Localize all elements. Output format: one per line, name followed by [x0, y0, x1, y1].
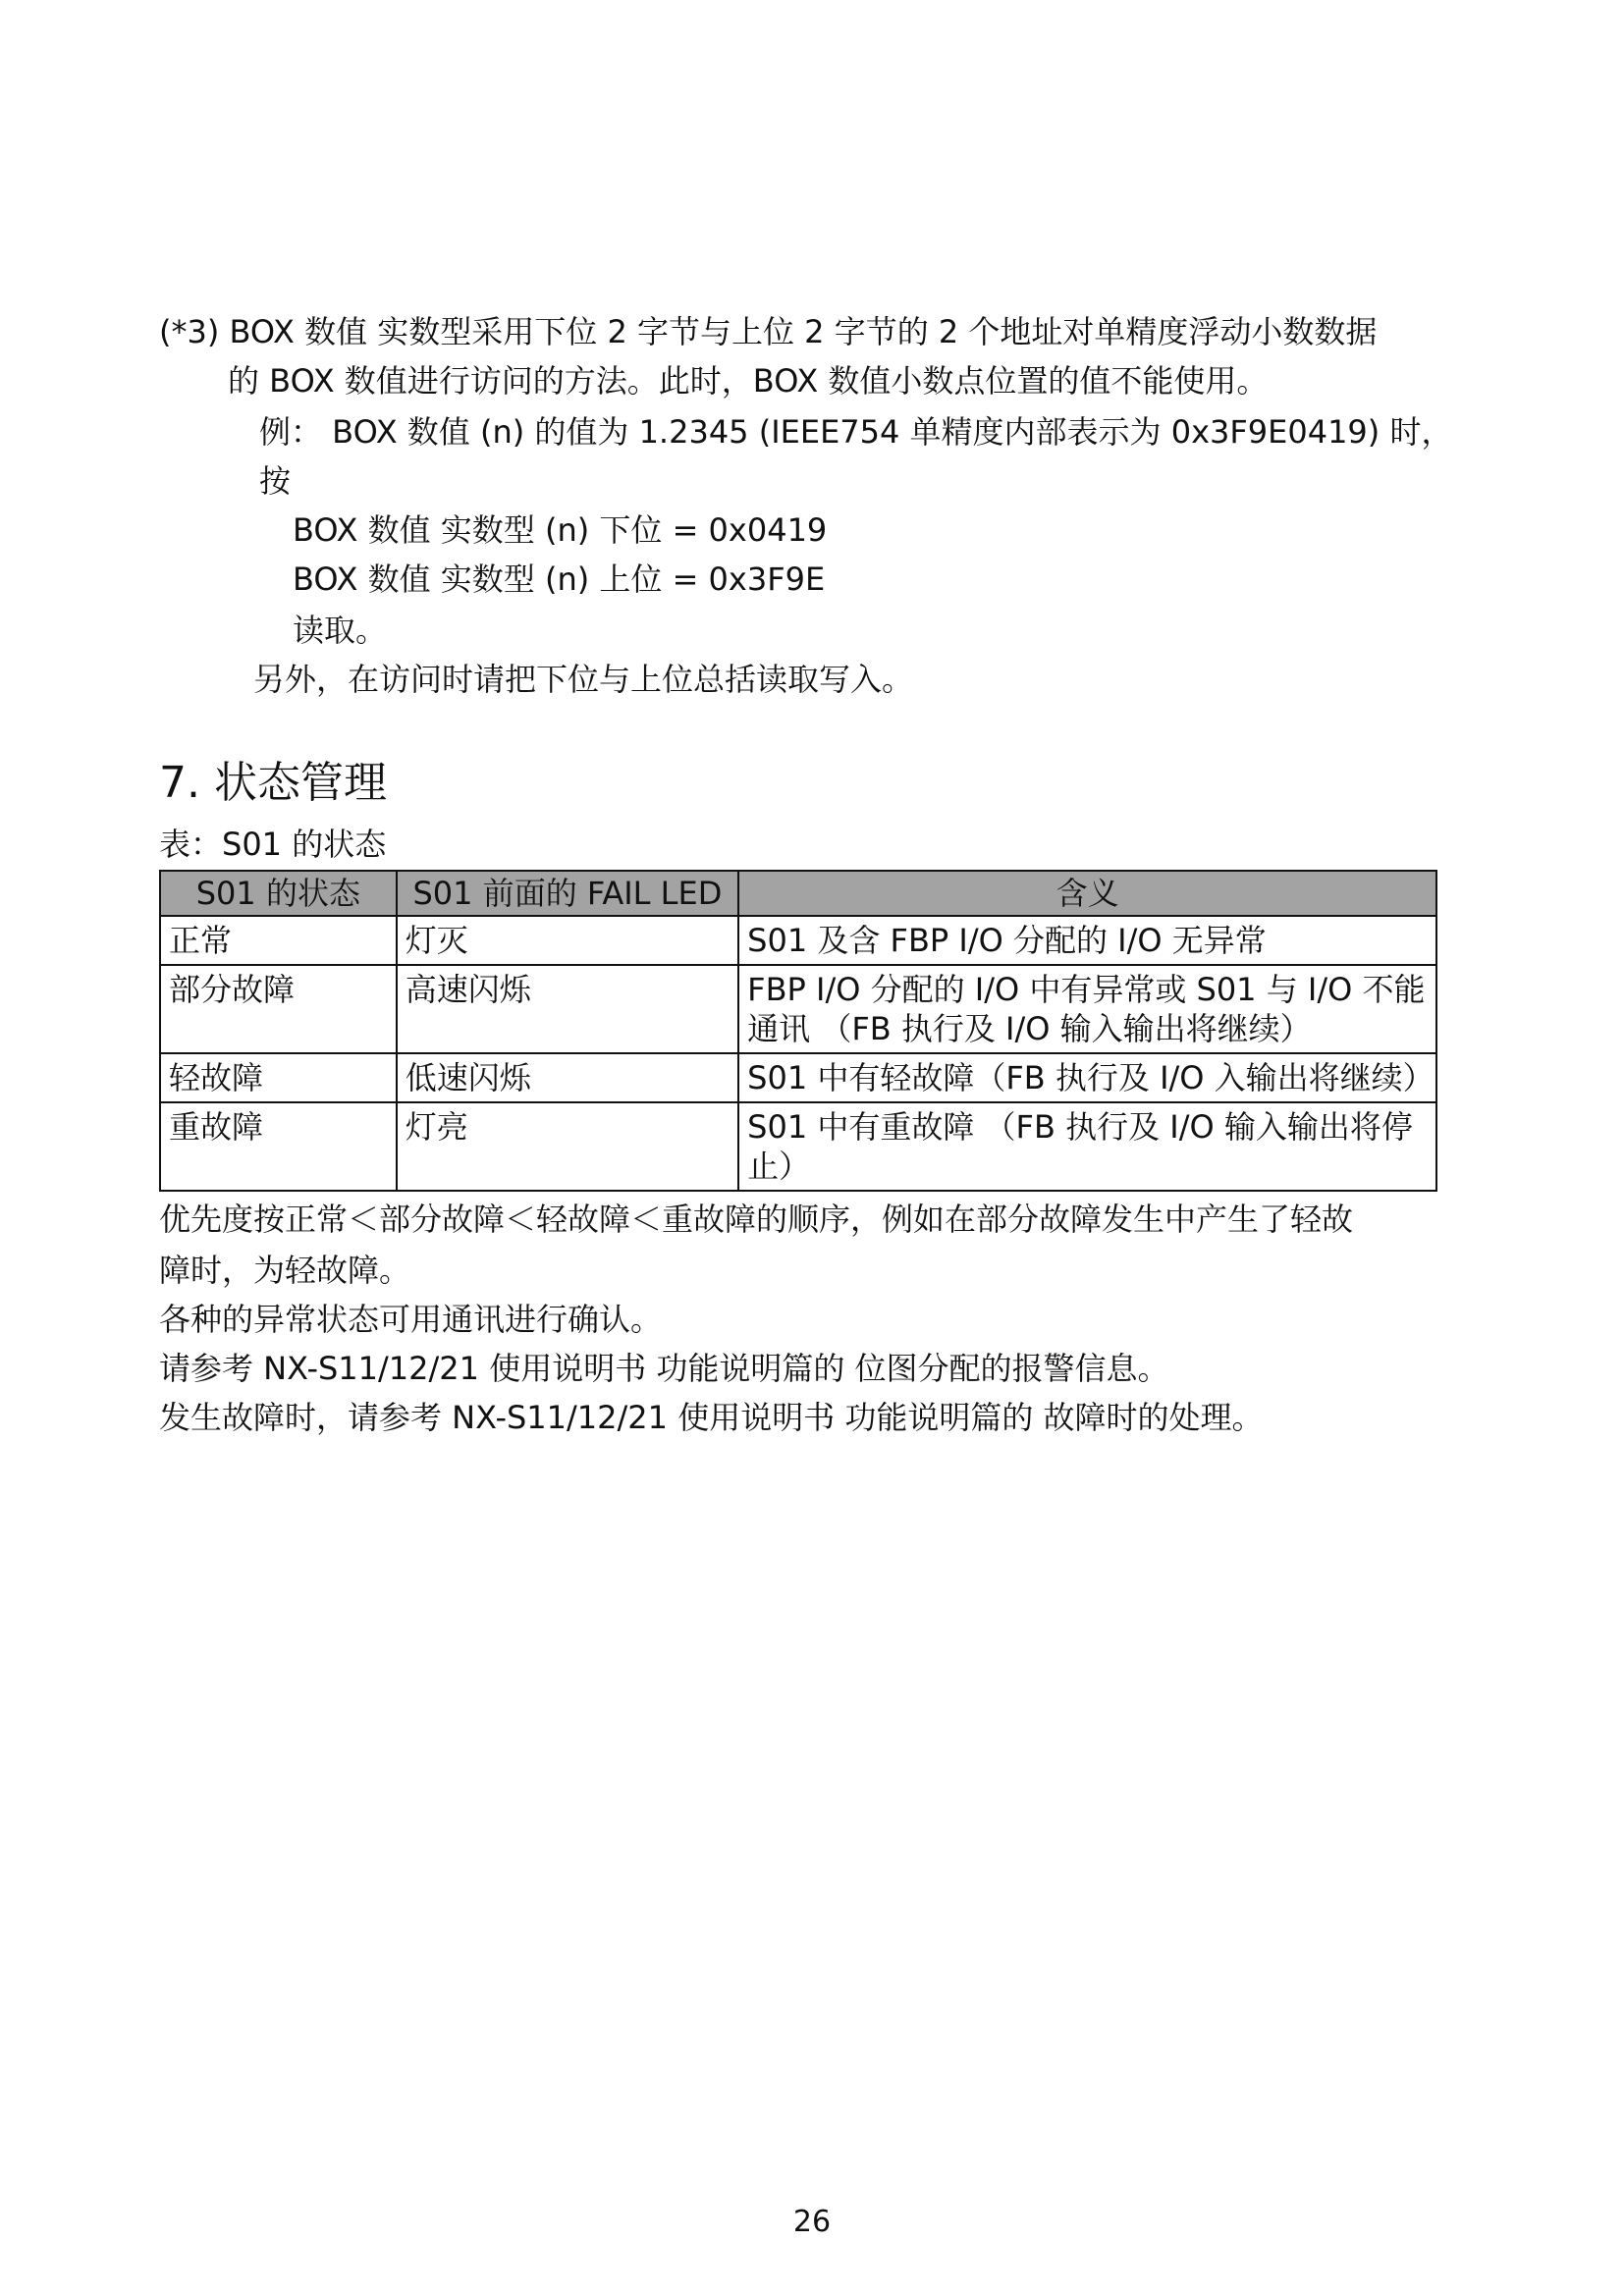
note3-example-line4: BOX 数值 实数型 (n) 上位 = 0x3F9E [293, 561, 826, 598]
status-table [159, 870, 1437, 1192]
table-row [160, 965, 1436, 1053]
header-meaning: 含义 [738, 871, 1436, 916]
cell-meaning: S01 中有重故障 （FB 执行及 I/O 输入输出将停止） [738, 1102, 1436, 1191]
cell-status: 轻故障 [160, 1053, 397, 1102]
cell-fail-led: 低速闪烁 [397, 1053, 738, 1102]
priority-line2: 障时，为轻故障。 [159, 1252, 411, 1289]
note3-line1: (*3) BOX 数值 实数型采用下位 2 字节与上位 2 字节的 2 个地址对单精度浮动小数数据 [159, 313, 1378, 350]
note3-example-line1: 例： BOX 数值 (n) 的值为 1.2345 (IEEE754 单精度内部表示为 0x3F9E0419) 时， [259, 413, 1453, 451]
comm-check-line: 各种的异常状态可用通讯进行确认。 [159, 1301, 663, 1338]
note3-example-line5: 读取。 [293, 612, 388, 649]
note3-line2: 的 BOX 数值进行访问的方法。此时，BOX 数值小数点位置的值不能使用。 [228, 362, 1269, 400]
cell-status: 重故障 [160, 1102, 397, 1191]
cell-meaning: FBP I/O 分配的 I/O 中有异常或 S01 与 I/O 不能通讯 （FB 执行及 I/O 输入输出将继续） [738, 965, 1436, 1053]
cell-fail-led: 灯灭 [397, 916, 738, 965]
table-row [160, 916, 1436, 965]
table-row [160, 1053, 1436, 1102]
table-row [160, 1102, 1436, 1191]
cell-meaning: S01 中有轻故障（FB 执行及 I/O 入输出将继续） [738, 1053, 1436, 1102]
note3-extra: 另外，在访问时请把下位与上位总括读取写入。 [253, 661, 914, 698]
cell-fail-led: 灯亮 [397, 1102, 738, 1191]
header-fail-led: S01 前面的 FAIL LED [397, 871, 738, 916]
section-title: 7. 状态管理 [159, 758, 387, 808]
cell-meaning: S01 及含 FBP I/O 分配的 I/O 无异常 [738, 916, 1436, 965]
cell-status: 部分故障 [160, 965, 397, 1053]
priority-line1: 优先度按正常＜部分故障＜轻故障＜重故障的顺序，例如在部分故障发生中产生了轻故 [159, 1201, 1354, 1238]
header-status: S01 的状态 [160, 871, 397, 916]
cell-fail-led: 高速闪烁 [397, 965, 738, 1053]
note3-example-line2: 按 [259, 462, 292, 500]
cell-status: 正常 [160, 916, 397, 965]
reference-fault-line: 发生故障时，请参考 NX-S11/12/21 使用说明书 功能说明篇的 故障时的处理。 [159, 1399, 1264, 1436]
table-header-row [160, 871, 1436, 916]
note3-example-line3: BOX 数值 实数型 (n) 下位 = 0x0419 [293, 511, 828, 549]
page-number: 26 [792, 2205, 832, 2239]
table-caption: 表：S01 的状态 [159, 826, 387, 863]
reference-alarm-line: 请参考 NX-S11/12/21 使用说明书 功能说明篇的 位图分配的报警信息。 [159, 1350, 1169, 1387]
